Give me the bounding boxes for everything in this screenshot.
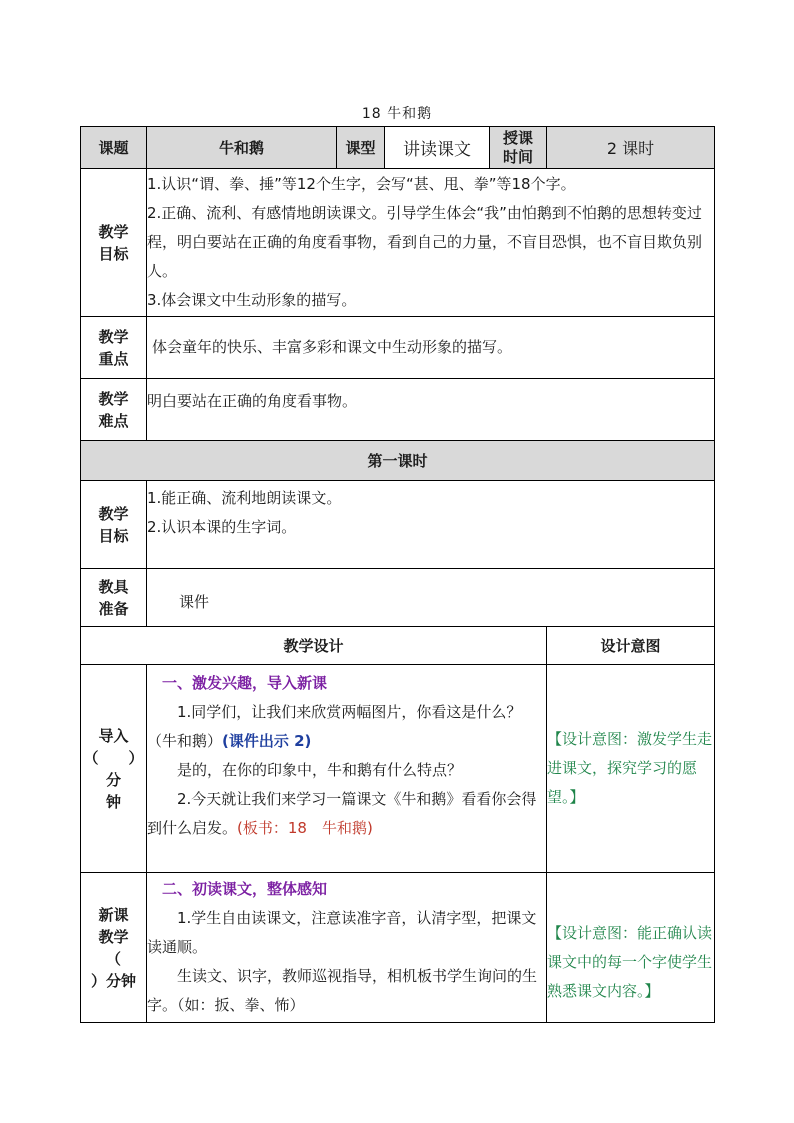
design-column-header: 教学设计 [81,627,547,665]
time-label [490,127,547,169]
difficulties-row [81,379,715,441]
intro-row [81,665,715,873]
lesson1-goals-label-line1: 教学 [98,504,129,523]
newlesson-content [147,873,547,1023]
topic-label: 课题 [81,127,147,169]
key-points-label [81,317,147,379]
lesson1-goal-line-2: 2.认识本课的生字词。 [147,518,297,536]
goals-label-line1: 教学 [98,222,129,241]
goal-line-1: 1.认识“谓、拳、捶”等12个生字，会写“甚、甩、拳”等18个字。 [147,175,576,193]
lesson-plan-table [80,126,715,1023]
newlesson-label [81,873,147,1023]
intro-content [147,665,547,873]
newlesson-paragraph-1: 1.学生自由读课文，注意读准字音，认清字型，把课文读通顺。 [147,909,537,956]
lesson1-heading: 第一课时 [81,441,715,481]
intro-paragraph-3-text: 2.今天就让我们来学习一篇课文《牛和鹅》看看你会得到什么启发。 [147,790,537,837]
newlesson-label-line2: 教学 [98,927,129,946]
newlesson-heading: 二、初读课文，整体感知 [162,880,328,898]
type-label: 课型 [337,127,385,169]
intro-paragraph-1 [147,698,546,756]
newlesson-intent: 【设计意图：能正确认读课文中的每一个字使学生熟悉课文内容。】 [547,873,715,1023]
lesson1-heading-row [81,441,715,481]
lesson1-goals-content [147,481,715,569]
intro-paragraph-2: 是的，在你的印象中，牛和鹅有什么特点？ [177,761,463,779]
intro-label-line3: 钟 [105,792,121,811]
intro-paragraph-3 [147,785,546,843]
time-label-line2: 时间 [502,147,533,166]
difficulties-text: 明白要站在正确的角度看事物。 [147,379,715,441]
goal-line-3: 3.体会课文中生动形象的描写。 [147,291,357,309]
intent-column-header: 设计意图 [547,627,715,665]
intro-heading: 一、激发兴趣，导入新课 [162,674,328,692]
intro-label [81,665,147,873]
intro-label-line1: 导入 [98,726,129,745]
difficulties-label [81,379,147,441]
lesson1-goals-label-line2: 目标 [98,526,129,545]
intro-board-note: (板书：18 牛和鹅) [237,819,373,837]
goals-label-line2: 目标 [98,244,129,263]
difficulties-label-line2: 难点 [98,411,129,430]
tools-value: 课件 [147,569,715,627]
newlesson-row [81,873,715,1023]
goals-label [81,169,147,317]
tools-label [81,569,147,627]
newlesson-label-line4: ）分钟 [90,971,136,990]
goal-line-2: 2.正确、流利、有感情地朗读课文。引导学生体会“我”由怕鹅到不怕鹅的思想转变过程，明白要站在正确的角度看事物，看到自己的力量，不盲目恐惧，也不盲目欺负别人。 [147,204,703,280]
tools-label-line1: 教具 [98,577,129,596]
intro-paragraph-1-text: 1.同学们，让我们来欣赏两幅图片，你看这是什么？（牛和鹅） [147,703,522,750]
newlesson-paragraph-2: 生读文、识字，教师巡视指导，相机板书学生询问的生字。（如：扳、拳、怖） [147,967,538,1014]
document-title: 18 牛和鹅 [361,106,433,122]
goals-row [81,169,715,317]
lesson1-goals-label [81,481,147,569]
intro-label-line2: （ ）分 [83,748,144,789]
time-label-line1: 授课 [502,128,533,147]
lesson1-goal-line-1: 1.能正确、流利地朗读课文。 [147,489,342,507]
newlesson-label-line3: （ [105,949,121,968]
goals-content [147,169,715,317]
type-value: 讲读课文 [385,127,490,169]
tools-label-line2: 准备 [98,599,129,618]
key-points-label-line2: 重点 [98,349,129,368]
key-points-text: 体会童年的快乐、丰富多彩和课文中生动形象的描写。 [147,317,715,379]
intro-intent: 【设计意图：激发学生走进课文，探究学习的愿望。】 [547,665,715,873]
difficulties-label-line1: 教学 [98,389,129,408]
lesson1-goals-row [81,481,715,569]
header-row [81,127,715,169]
newlesson-label-line1: 新课 [98,905,129,924]
time-value: 2 课时 [547,127,715,169]
intro-courseware-hint: (课件出示 2) [222,732,312,750]
key-points-label-line1: 教学 [98,327,129,346]
tools-row [81,569,715,627]
key-points-row [81,317,715,379]
topic-value: 牛和鹅 [147,127,337,169]
design-header-row [81,627,715,665]
